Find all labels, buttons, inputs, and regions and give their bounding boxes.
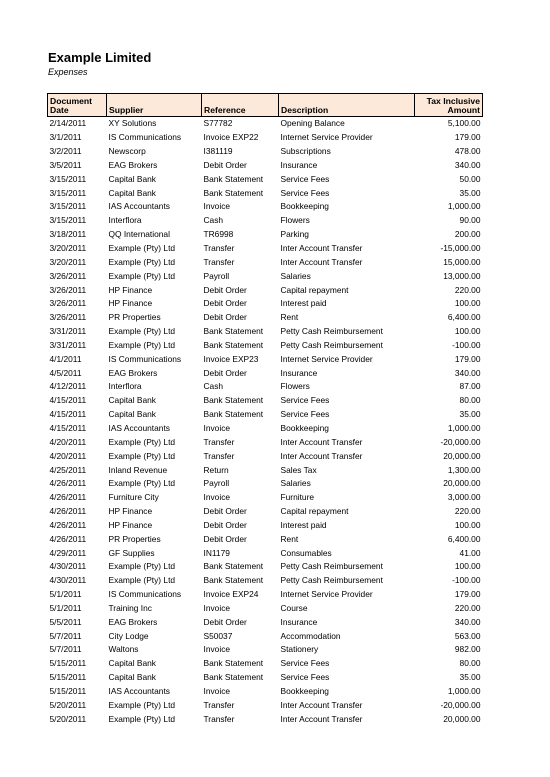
column-header-description: Description [279,94,415,117]
cell-description: Internet Service Provider [280,132,373,143]
cell-description: Rent [280,533,299,544]
cell-description: Capital repayment [280,506,349,517]
cell-description: Insurance [280,159,318,170]
table-row [48,366,483,380]
cell-reference: Debit Order [203,616,247,627]
cell-amount: -15,000.00 [440,243,481,254]
cell-date: 5/20/2011 [49,699,87,710]
cell-reference: Debit Order [203,519,247,530]
cell-supplier: Capital Bank [108,409,156,420]
cell-reference: Invoice [203,422,231,433]
cell-supplier: XY Solutions [108,118,157,129]
table-row [48,255,483,269]
cell-reference: Debit Order [203,533,247,544]
cell-supplier: EAG Brokers [108,616,158,627]
cell-amount: 200.00 [454,229,481,240]
cell-reference: I381119 [203,146,233,157]
cell-amount: 20,000.00 [443,713,481,724]
cell-description: Sales Tax [280,464,317,475]
cell-date: 4/26/2011 [49,533,87,544]
cell-supplier: IS Communications [108,589,182,600]
cell-description: Opening Balance [280,118,345,129]
cell-date: 3/18/2011 [49,229,87,240]
cell-supplier: PR Properties [108,312,161,323]
cell-amount: 179.00 [454,589,481,600]
cell-supplier: IAS Accountants [108,422,170,433]
cell-reference: Invoice EXP23 [203,353,259,364]
table-row [48,117,483,131]
table-row [48,145,483,159]
table-row [48,311,483,325]
cell-amount: 100.00 [454,298,481,309]
cell-supplier: Example (Pty) Ltd [108,256,176,267]
cell-reference: Invoice EXP22 [203,132,259,143]
table-row [48,518,483,532]
cell-description: Stationery [280,644,319,655]
cell-reference: Bank Statement [203,326,264,337]
cell-amount: 1,300.00 [447,464,481,475]
cell-date: 2/14/2011 [49,118,87,129]
table-row [48,214,483,228]
cell-supplier: HP Finance [108,284,153,295]
cell-reference: IN1179 [203,547,230,558]
cell-supplier: Newscorp [108,146,146,157]
cell-date: 4/20/2011 [49,450,87,461]
cell-reference: S77782 [203,118,233,129]
cell-reference: Transfer [203,243,235,254]
cell-supplier: Furniture City [108,492,159,503]
cell-date: 4/5/2011 [49,367,82,378]
cell-date: 3/20/2011 [49,243,87,254]
cell-date: 4/15/2011 [49,395,87,406]
cell-date: 4/20/2011 [49,436,87,447]
table-row [48,449,483,463]
cell-reference: Invoice EXP24 [203,589,259,600]
table-row [48,380,483,394]
cell-reference: Transfer [203,699,235,710]
cell-supplier: Training Inc [108,602,152,613]
cell-reference: Bank Statement [203,173,264,184]
cell-supplier: City Lodge [108,630,149,641]
cell-reference: Invoice [203,686,231,697]
cell-date: 5/7/2011 [49,630,82,641]
cell-description: Flowers [280,381,310,392]
cell-reference: Bank Statement [203,187,264,198]
cell-description: Flowers [280,215,310,226]
table-row [48,643,483,657]
cell-reference: Debit Order [203,506,247,517]
table-row [48,242,483,256]
cell-amount: 80.00 [459,395,481,406]
table-row [48,491,483,505]
cell-supplier: Capital Bank [108,658,156,669]
cell-amount: 3,000.00 [447,492,481,503]
cell-supplier: Example (Pty) Ltd [108,478,176,489]
cell-reference: Cash [203,381,224,392]
cell-date: 4/25/2011 [49,464,87,475]
cell-date: 4/15/2011 [49,409,87,420]
cell-description: Rent [280,312,299,323]
cell-supplier: GF Supplies [108,547,155,558]
cell-reference: Debit Order [203,284,247,295]
cell-date: 3/26/2011 [49,298,87,309]
cell-description: Service Fees [280,173,330,184]
table-row [48,629,483,643]
cell-date: 3/15/2011 [49,201,87,212]
table-row [48,159,483,173]
cell-date: 5/7/2011 [49,644,82,655]
cell-reference: Transfer [203,713,235,724]
cell-reference: Cash [203,215,224,226]
cell-description: Petty Cash Reimbursement [280,339,383,350]
cell-date: 4/15/2011 [49,422,87,433]
cell-amount: 220.00 [454,602,481,613]
cell-amount: 179.00 [454,132,481,143]
cell-amount: 1,000.00 [447,686,481,697]
cell-description: Course [280,602,308,613]
cell-amount: 982.00 [454,644,481,655]
cell-description: Inter Account Transfer [280,713,363,724]
cell-date: 5/20/2011 [49,713,87,724]
cell-supplier: Interflora [108,381,142,392]
cell-amount: -20,000.00 [440,699,481,710]
cell-date: 3/2/2011 [49,146,82,157]
cell-supplier: Capital Bank [108,173,156,184]
cell-date: 3/20/2011 [49,256,87,267]
table-row [48,560,483,574]
cell-amount: 100.00 [454,326,481,337]
table-row [48,615,483,629]
cell-supplier: Example (Pty) Ltd [108,561,176,572]
cell-description: Inter Account Transfer [280,436,363,447]
cell-description: Bookkeeping [280,686,329,697]
table-row [48,463,483,477]
table-row [48,408,483,422]
cell-supplier: Capital Bank [108,187,156,198]
cell-amount: 478.00 [454,146,481,157]
cell-amount: 35.00 [459,187,481,198]
cell-supplier: Example (Pty) Ltd [108,450,176,461]
cell-amount: 220.00 [454,506,481,517]
table-row [48,172,483,186]
cell-reference: Debit Order [203,367,247,378]
table-row [48,546,483,560]
cell-date: 3/5/2011 [49,159,82,170]
table-row [48,712,483,726]
cell-amount: -100.00 [452,575,481,586]
cell-supplier: Inland Revenue [108,464,168,475]
table-row [48,422,483,436]
cell-supplier: Example (Pty) Ltd [108,326,176,337]
cell-amount: 340.00 [454,159,481,170]
cell-supplier: Example (Pty) Ltd [108,713,176,724]
table-row [48,505,483,519]
column-header-reference: Reference [202,94,279,117]
cell-date: 3/26/2011 [49,312,87,323]
cell-reference: Bank Statement [203,658,264,669]
page-title: Example Limited [48,50,152,65]
cell-date: 4/26/2011 [49,519,87,530]
table-row [48,698,483,712]
cell-description: Insurance [280,616,318,627]
cell-amount: 220.00 [454,284,481,295]
cell-reference: Invoice [203,602,231,613]
cell-description: Inter Account Transfer [280,243,363,254]
cell-amount: 5,100.00 [447,118,481,129]
cell-amount: 179.00 [454,353,481,364]
table-row [48,532,483,546]
cell-date: 5/15/2011 [49,672,87,683]
table-row [48,588,483,602]
cell-reference: Bank Statement [203,409,264,420]
cell-reference: Bank Statement [203,395,264,406]
cell-reference: Invoice [203,492,231,503]
cell-amount: 1,000.00 [447,422,481,433]
cell-supplier: HP Finance [108,506,153,517]
cell-description: Internet Service Provider [280,589,373,600]
cell-amount: 340.00 [454,367,481,378]
cell-reference: Debit Order [203,159,247,170]
cell-amount: 13,000.00 [443,270,481,281]
table-row [48,685,483,699]
cell-supplier: Example (Pty) Ltd [108,243,176,254]
cell-amount: 15,000.00 [443,256,481,267]
table-row [48,477,483,491]
cell-date: 3/15/2011 [49,187,87,198]
cell-date: 3/26/2011 [49,270,87,281]
cell-supplier: Example (Pty) Ltd [108,699,176,710]
table-row [48,671,483,685]
table-row [48,269,483,283]
cell-date: 4/30/2011 [49,575,87,586]
cell-date: 5/15/2011 [49,686,87,697]
table-row [48,283,483,297]
cell-amount: -100.00 [452,339,481,350]
table-row [48,186,483,200]
cell-description: Internet Service Provider [280,353,373,364]
cell-supplier: Example (Pty) Ltd [108,270,176,281]
cell-reference: Transfer [203,256,235,267]
table-row [48,435,483,449]
cell-supplier: IS Communications [108,353,182,364]
cell-description: Petty Cash Reimbursement [280,326,383,337]
cell-date: 3/31/2011 [49,339,87,350]
cell-amount: 100.00 [454,519,481,530]
cell-description: Inter Account Transfer [280,699,363,710]
cell-reference: Payroll [203,270,230,281]
cell-description: Service Fees [280,409,330,420]
cell-reference: TR6998 [203,229,234,240]
cell-date: 3/1/2011 [49,132,82,143]
cell-date: 3/26/2011 [49,284,87,295]
table-body [48,117,483,727]
cell-amount: 1,000.00 [447,201,481,212]
cell-amount: 20,000.00 [443,450,481,461]
column-header-amount: Tax Inclusive Amount [415,94,483,117]
cell-reference: Bank Statement [203,575,264,586]
table-row [48,200,483,214]
cell-amount: 100.00 [454,561,481,572]
cell-reference: Bank Statement [203,339,264,350]
cell-date: 5/5/2011 [49,616,82,627]
cell-supplier: Waltons [108,644,139,655]
cell-reference: Return [203,464,229,475]
cell-amount: 50.00 [459,173,481,184]
table-header-row [48,94,483,117]
table-row [48,352,483,366]
cell-amount: 87.00 [459,381,481,392]
cell-supplier: Example (Pty) Ltd [108,339,176,350]
cell-date: 4/29/2011 [49,547,87,558]
cell-supplier: EAG Brokers [108,367,158,378]
cell-description: Petty Cash Reimbursement [280,575,383,586]
cell-date: 5/15/2011 [49,658,87,669]
cell-supplier: EAG Brokers [108,159,158,170]
table-row [48,657,483,671]
cell-reference: Debit Order [203,312,247,323]
table-row [48,297,483,311]
cell-date: 3/15/2011 [49,173,87,184]
cell-description: Subscriptions [280,146,331,157]
cell-reference: Debit Order [203,298,247,309]
cell-reference: S50037 [203,630,233,641]
cell-amount: 20,000.00 [443,478,481,489]
cell-date: 3/31/2011 [49,326,87,337]
cell-description: Service Fees [280,672,330,683]
cell-date: 4/26/2011 [49,478,87,489]
table-row [48,131,483,145]
table-row [48,574,483,588]
cell-reference: Transfer [203,450,235,461]
cell-reference: Invoice [203,201,231,212]
cell-amount: 80.00 [459,658,481,669]
cell-supplier: Capital Bank [108,395,156,406]
cell-amount: 35.00 [459,409,481,420]
cell-reference: Invoice [203,644,231,655]
cell-description: Inter Account Transfer [280,256,363,267]
cell-description: Bookkeeping [280,422,329,433]
cell-date: 4/26/2011 [49,492,87,503]
cell-supplier: Example (Pty) Ltd [108,575,176,586]
cell-description: Consumables [280,547,332,558]
cell-supplier: Interflora [108,215,142,226]
table-row [48,394,483,408]
table-row [48,602,483,616]
cell-description: Petty Cash Reimbursement [280,561,383,572]
cell-description: Service Fees [280,395,330,406]
cell-amount: 90.00 [459,215,481,226]
cell-supplier: IAS Accountants [108,201,170,212]
cell-reference: Bank Statement [203,672,264,683]
cell-date: 4/12/2011 [49,381,87,392]
cell-reference: Payroll [203,478,230,489]
cell-supplier: QQ International [108,229,170,240]
cell-supplier: HP Finance [108,298,153,309]
cell-description: Salaries [280,478,311,489]
cell-description: Interest paid [280,298,327,309]
cell-date: 4/1/2011 [49,353,82,364]
cell-description: Accommodation [280,630,341,641]
cell-amount: 35.00 [459,672,481,683]
cell-supplier: Capital Bank [108,672,156,683]
cell-amount: -20,000.00 [440,436,481,447]
cell-amount: 563.00 [454,630,481,641]
cell-supplier: IS Communications [108,132,182,143]
cell-date: 4/30/2011 [49,561,87,572]
column-header-document-date: Document Date [48,94,107,117]
cell-amount: 41.00 [459,547,481,558]
cell-description: Salaries [280,270,311,281]
cell-amount: 340.00 [454,616,481,627]
cell-description: Interest paid [280,519,327,530]
cell-reference: Bank Statement [203,561,264,572]
cell-reference: Transfer [203,436,235,447]
cell-supplier: HP Finance [108,519,153,530]
table-row [48,325,483,339]
cell-description: Capital repayment [280,284,349,295]
expenses-table [47,93,483,726]
cell-description: Service Fees [280,658,330,669]
cell-supplier: IAS Accountants [108,686,170,697]
cell-amount: 6,400.00 [447,312,481,323]
cell-date: 3/15/2011 [49,215,87,226]
cell-amount: 6,400.00 [447,533,481,544]
cell-supplier: Example (Pty) Ltd [108,436,176,447]
cell-description: Insurance [280,367,318,378]
cell-description: Inter Account Transfer [280,450,363,461]
cell-description: Parking [280,229,309,240]
cell-description: Furniture [280,492,315,503]
cell-description: Bookkeeping [280,201,329,212]
cell-date: 4/26/2011 [49,506,87,517]
cell-supplier: PR Properties [108,533,161,544]
page-subtitle: Expenses [48,67,88,77]
table-row [48,339,483,353]
cell-description: Service Fees [280,187,330,198]
table-row [48,228,483,242]
cell-date: 5/1/2011 [49,589,82,600]
column-header-supplier: Supplier [107,94,202,117]
cell-date: 5/1/2011 [49,602,82,613]
